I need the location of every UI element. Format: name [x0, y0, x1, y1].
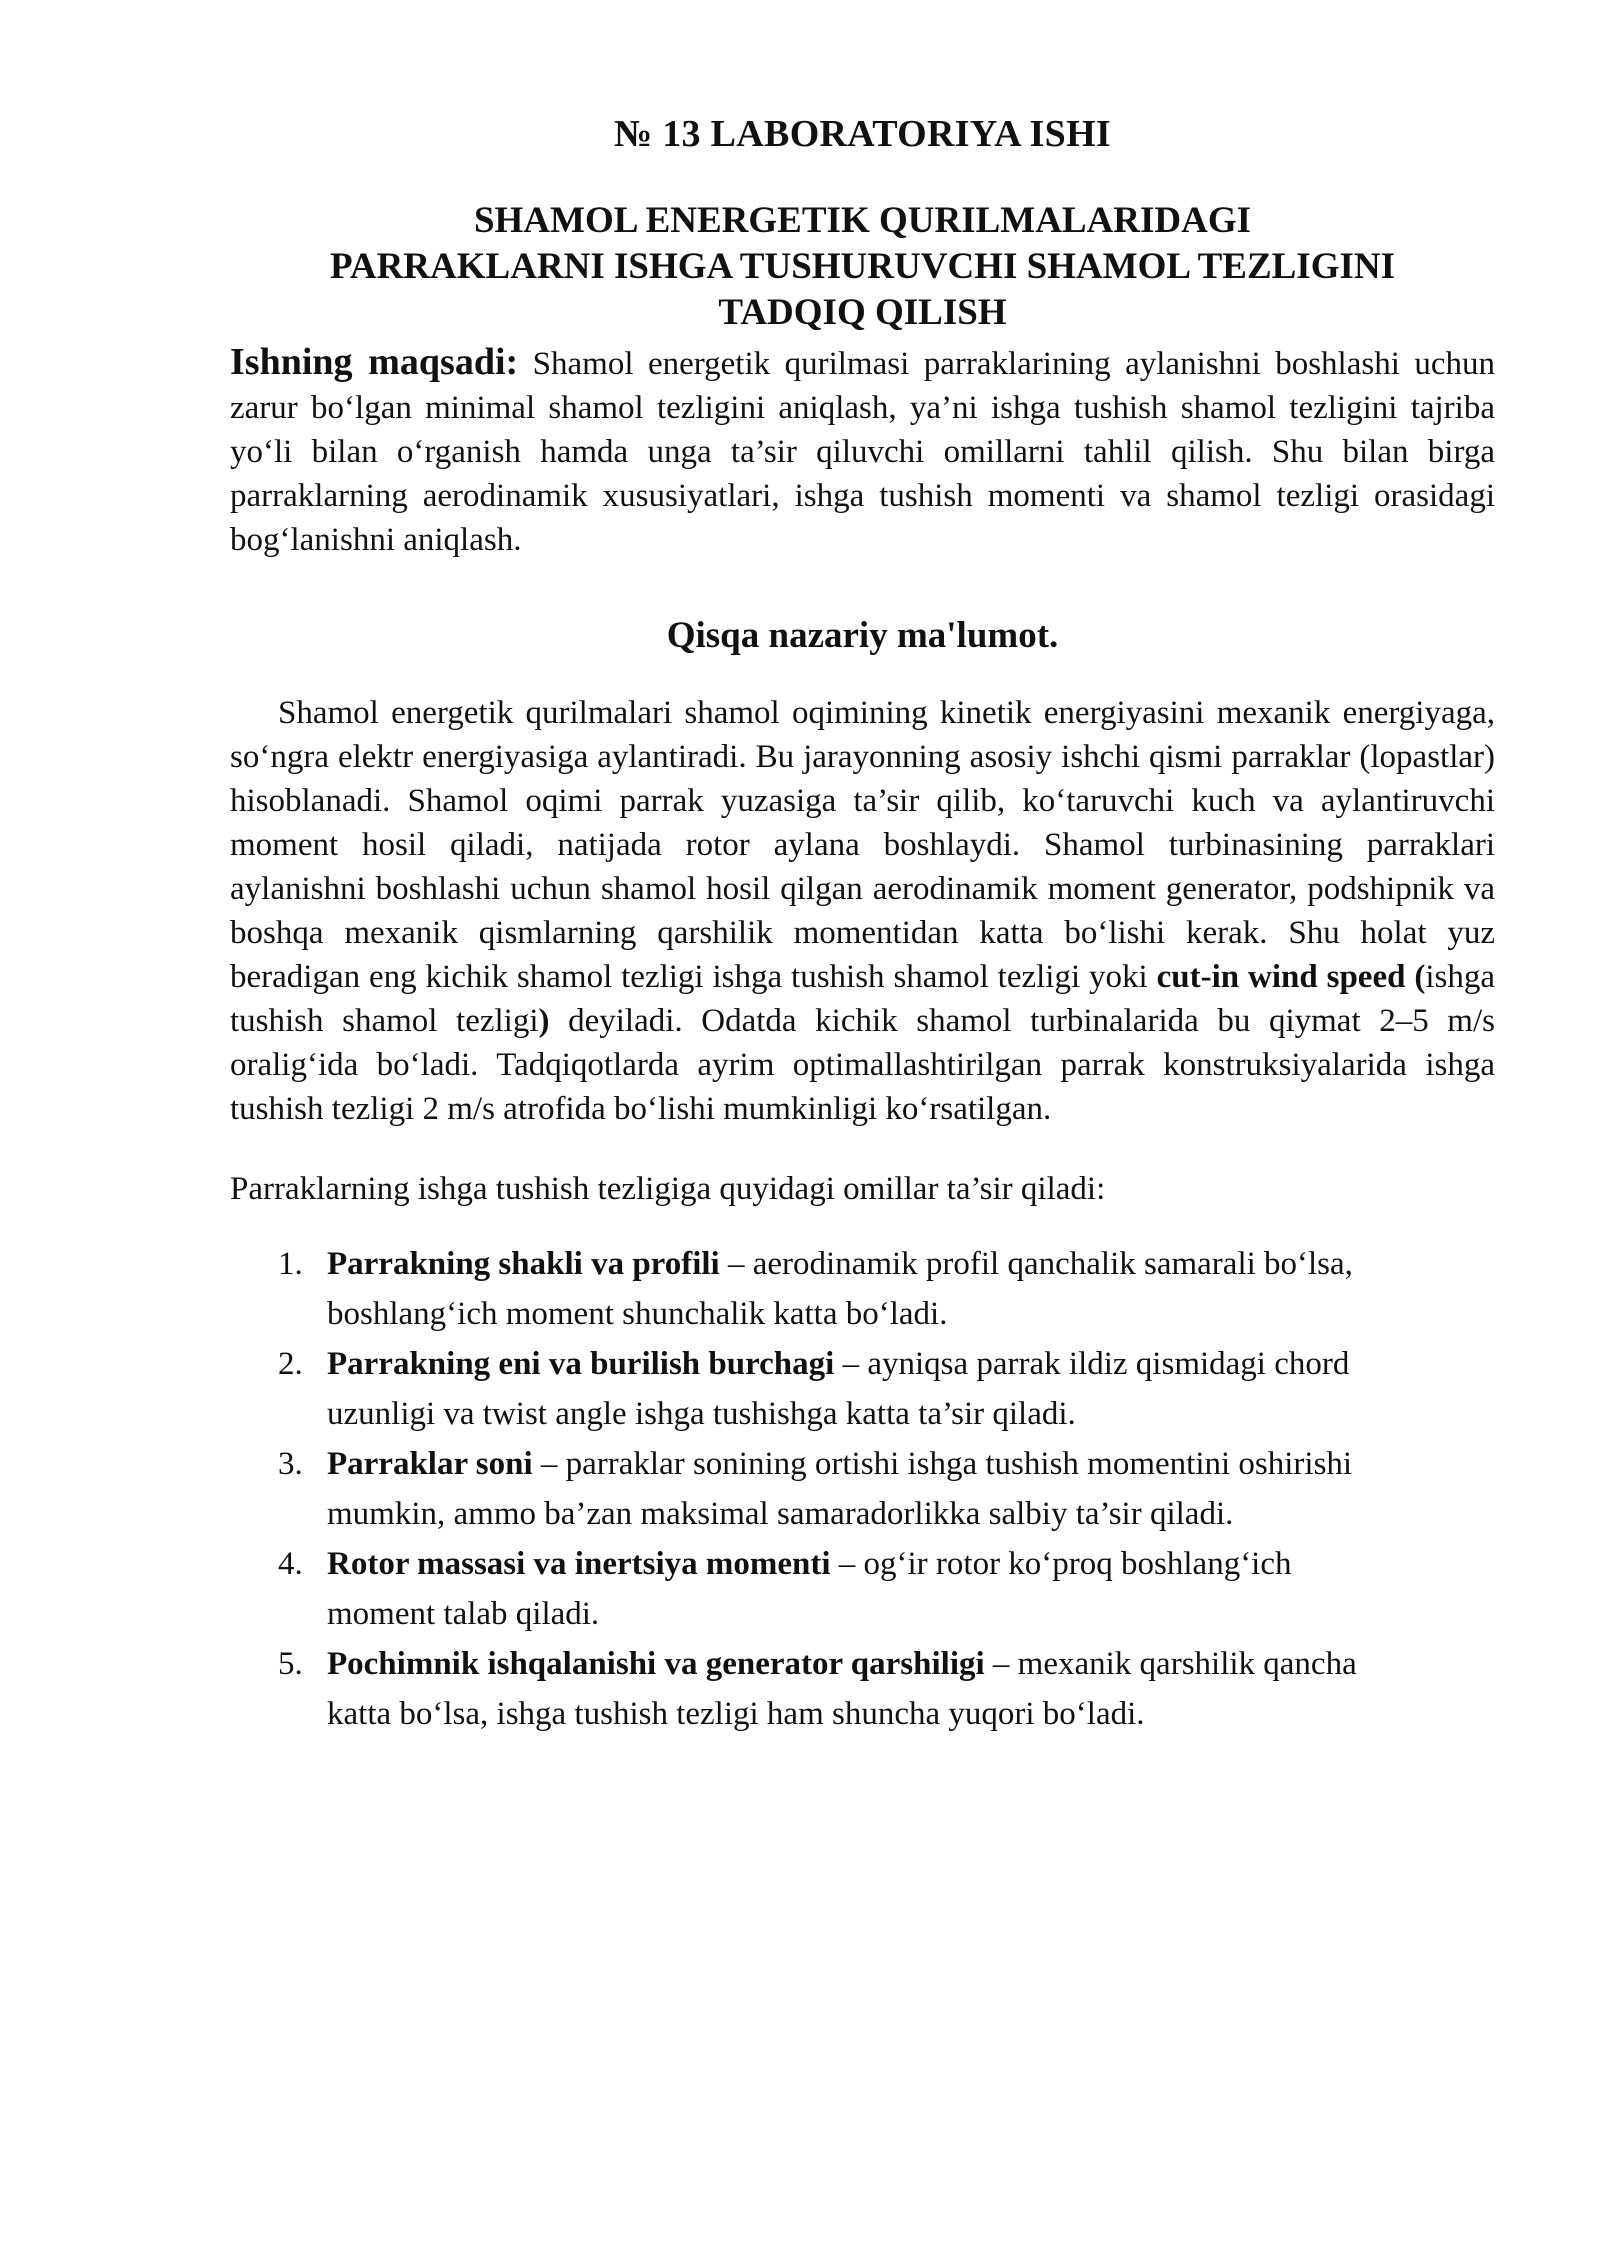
cut-in-term: cut-in wind speed ( [1156, 959, 1426, 995]
theory-text-part-3: deyiladi. Odatda kichik shamol turbinalarida bu qiymat 2–5 m/s oralig‘ida bo‘ladi. Tadqiqotlarda ayrim optimallashtirilgan parrak konstruksiyalarida ishga tushish tezligi 2 m/s atrofida bo‘lishi mumkinligi ko‘rsatilgan. [230, 1003, 1495, 1127]
list-item-title: Parrakning shakli va profili [327, 1246, 720, 1282]
list-item [230, 1639, 1357, 1739]
lab-title: № 13 LABORATORIYA ISHI [613, 113, 1112, 155]
list-item [230, 1439, 1357, 1539]
list-item-text: – og‘ir rotor ko‘proq boshlang‘ich moment talab qiladi. [327, 1546, 1292, 1632]
main-title-line-2: PARRAKLARNI ISHGA TUSHURUVCHI SHAMOL TEZLIGINI [330, 246, 1395, 287]
main-title-line-1: SHAMOL ENERGETIK QURILMALARIDAGI [473, 200, 1252, 241]
list-item-text: – ayniqsa parrak ildiz qismidagi chord uzunligi va twist angle ishga tushishga katta ta’sir qiladi. [327, 1346, 1350, 1432]
page-content [230, 112, 1495, 1739]
list-item-number: 4. [278, 1546, 303, 1582]
main-title-line-3: TADQIQ QILISH [718, 292, 1007, 333]
list-item-text: – aerodinamik profil qanchalik samarali bo‘lsa, boshlang‘ich moment shunchalik katta bo‘ladi. [327, 1246, 1353, 1332]
goal-paragraph [230, 340, 1495, 562]
list-item-title: Pochimnik ishqalanishi va generator qarshiligi [327, 1646, 985, 1682]
goal-label: Ishning maqsadi: [230, 341, 519, 383]
main-title [230, 198, 1495, 336]
factors-intro: Parraklarning ishga tushish tezligiga quyidagi omillar ta’sir qiladi: [230, 1171, 1106, 1207]
theory-heading: Qisqa nazariy ma'lumot. [666, 615, 1059, 656]
list-item [230, 1539, 1357, 1639]
theory-text-part-2: ishga tushish shamol tezligi [230, 959, 1495, 1039]
list-item-text: – mexanik qarshilik qancha katta bo‘lsa, ishga tushish tezligi ham shuncha yuqori bo‘ladi. [327, 1646, 1357, 1732]
factors-list [230, 1239, 1495, 1739]
goal-text: Shamol energetik qurilmasi parraklarining aylanishni boshlashi uchun zarur bo‘lgan minimal shamol tezligini aniqlash, ya’ni ishga tushish shamol tezligini tajriba yo‘li bilan o‘rganish hamda unga ta’sir qiluvchi omillarni tahlil qilish. Shu bilan birga parraklarning aerodinamik xususiyatlari, ishga tushish momenti va shamol tezligi orasidagi bog‘lanishni aniqlash. [230, 346, 1495, 558]
closing-paren: ) [538, 1003, 550, 1039]
list-item-text: – parraklar sonining ortishi ishga tushish momentini oshirishi mumkin, ammo ba’zan maksimal samaradorlikka salbiy ta’sir qiladi. [327, 1446, 1353, 1532]
list-item-number: 1. [278, 1246, 303, 1282]
list-item [230, 1239, 1357, 1339]
theory-text-part-1: Shamol energetik qurilmalari shamol oqimining kinetik energiyasini mexanik energiyaga, so‘ngra elektr energiyasiga aylantiradi. Bu jarayonning asosiy ishchi qismi parraklar (lopastlar) hisoblanadi. Shamol oqimi parrak yuzasiga ta’sir qilib, ko‘taruvchi kuch va aylantiruvchi moment hosil qiladi, natijada rotor aylana boshlaydi. Shamol turbinasining parraklari aylanishni boshlashi uchun shamol hosil qilgan aerodinamik moment generator, podshipnik va boshqa mexanik qismlarning qarshilik momentidan katta bo‘lishi kerak. Shu holat yuz beradigan eng kichik shamol tezligi ishga tushish shamol tezligi yoki [230, 695, 1495, 995]
theory-paragraph [230, 691, 1495, 1131]
list-item-title: Parrakning eni va burilish burchagi [327, 1346, 835, 1382]
list-item-title: Parraklar soni [327, 1446, 533, 1482]
list-item-number: 5. [278, 1646, 303, 1682]
list-item-number: 3. [278, 1446, 303, 1482]
list-item-title: Rotor massasi va inertsiya momenti [327, 1546, 831, 1582]
list-item-number: 2. [278, 1346, 303, 1382]
list-item [230, 1339, 1357, 1439]
